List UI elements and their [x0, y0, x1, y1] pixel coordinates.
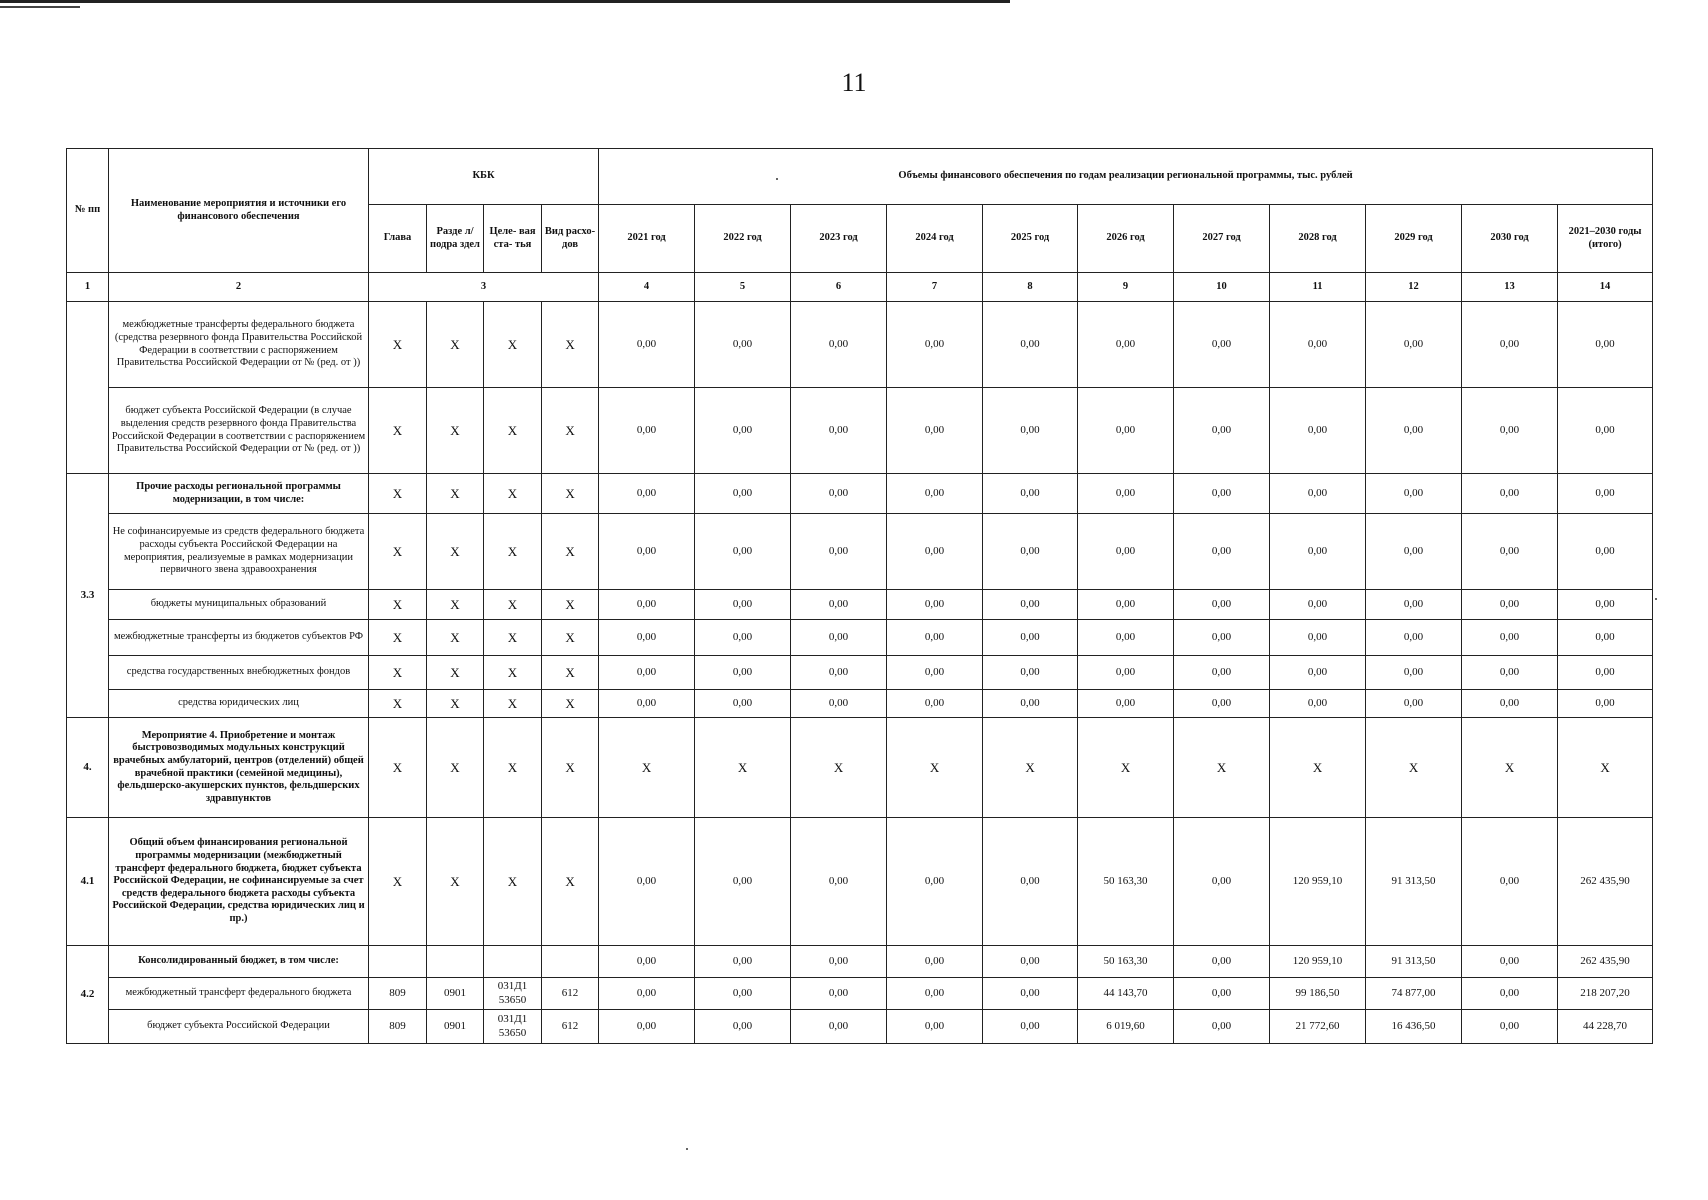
- value-cell: 0,00: [1270, 388, 1366, 474]
- scan-speck: [686, 1148, 688, 1150]
- value-cell: 0,00: [791, 474, 887, 514]
- value-cell: 0,00: [1270, 514, 1366, 590]
- value-cell: 0,00: [1270, 474, 1366, 514]
- row-name: бюджет субъекта Российской Федерации: [109, 1010, 369, 1044]
- value-cell: 0,00: [1462, 590, 1558, 620]
- kbk-cell: X: [484, 590, 542, 620]
- kbk-cell: [427, 946, 484, 978]
- value-cell: 0,00: [1078, 474, 1174, 514]
- value-cell: X: [1270, 718, 1366, 818]
- value-cell: 0,00: [1558, 590, 1653, 620]
- value-cell: 0,00: [791, 388, 887, 474]
- row-name: Прочие расходы региональной программы модернизации, в том числе:: [109, 474, 369, 514]
- value-cell: 0,00: [1078, 514, 1174, 590]
- kbk-cell: X: [369, 818, 427, 946]
- value-cell: 0,00: [887, 656, 983, 690]
- table-row: [67, 656, 1653, 690]
- kbk-cell: [484, 946, 542, 978]
- header-kbk-razdel: Разде л/ подра здел: [427, 205, 484, 273]
- value-cell: 0,00: [1078, 388, 1174, 474]
- header-kbk-glava: Глава: [369, 205, 427, 273]
- header-volumes: Объемы финансового обеспечения по годам реализации региональной программы, тыс. рублей: [599, 149, 1653, 205]
- value-cell: 0,00: [887, 590, 983, 620]
- value-cell: 0,00: [1174, 474, 1270, 514]
- kbk-cell: X: [427, 690, 484, 718]
- row-name: средства государственных внебюджетных фондов: [109, 656, 369, 690]
- value-cell: 0,00: [1174, 690, 1270, 718]
- value-cell: X: [1078, 718, 1174, 818]
- value-cell: 120 959,10: [1270, 818, 1366, 946]
- value-cell: 0,00: [1270, 656, 1366, 690]
- value-cell: 99 186,50: [1270, 978, 1366, 1010]
- value-cell: 0,00: [1462, 474, 1558, 514]
- kbk-cell: X: [542, 514, 599, 590]
- value-cell: 0,00: [599, 656, 695, 690]
- value-cell: 0,00: [1462, 1010, 1558, 1044]
- value-cell: 0,00: [983, 690, 1078, 718]
- header-kbk-vid: Вид расхо- дов: [542, 205, 599, 273]
- value-cell: 0,00: [791, 514, 887, 590]
- kbk-cell: X: [542, 302, 599, 388]
- kbk-cell: X: [369, 690, 427, 718]
- row-name: Не софинансируемые из средств федерального бюджета расходы субъекта Российской Федерации на мероприятия, реализуемые в рамках модернизации первичного звена здравоохранения: [109, 514, 369, 590]
- kbk-cell: X: [484, 620, 542, 656]
- value-cell: 0,00: [887, 620, 983, 656]
- value-cell: X: [599, 718, 695, 818]
- value-cell: 0,00: [791, 818, 887, 946]
- value-cell: 50 163,30: [1078, 946, 1174, 978]
- value-cell: 0,00: [1558, 388, 1653, 474]
- value-cell: 0,00: [599, 388, 695, 474]
- value-cell: 0,00: [1174, 620, 1270, 656]
- kbk-cell: X: [484, 656, 542, 690]
- value-cell: 0,00: [887, 978, 983, 1010]
- value-cell: 0,00: [1174, 590, 1270, 620]
- kbk-cell: X: [484, 514, 542, 590]
- value-cell: 0,00: [1078, 620, 1174, 656]
- table-row: [67, 1010, 1653, 1044]
- header-kbk-statya: Целе- вая ста- тья: [484, 205, 542, 273]
- kbk-cell: 0901: [427, 1010, 484, 1044]
- header-year: 2027 год: [1174, 205, 1270, 273]
- kbk-cell: 0901: [427, 978, 484, 1010]
- value-cell: 0,00: [695, 690, 791, 718]
- value-cell: 0,00: [1462, 690, 1558, 718]
- kbk-cell: X: [542, 388, 599, 474]
- value-cell: 0,00: [695, 514, 791, 590]
- value-cell: 0,00: [1270, 690, 1366, 718]
- value-cell: 21 772,60: [1270, 1010, 1366, 1044]
- scan-edge-line: [0, 6, 80, 8]
- value-cell: 0,00: [1558, 656, 1653, 690]
- kbk-cell: X: [369, 474, 427, 514]
- kbk-cell: X: [369, 590, 427, 620]
- table-row: [67, 302, 1653, 388]
- table-row: [67, 690, 1653, 718]
- value-cell: 0,00: [1462, 818, 1558, 946]
- row-name: межбюджетные трансферты федерального бюджета (средства резервного фонда Правительства Российской Федерации в соответствии с распоряжением Правительства Российской Федерации от № (ред. от )): [109, 302, 369, 388]
- kbk-cell: X: [484, 388, 542, 474]
- value-cell: 0,00: [791, 656, 887, 690]
- kbk-cell: X: [369, 302, 427, 388]
- column-number: 8: [983, 273, 1078, 302]
- value-cell: 0,00: [695, 590, 791, 620]
- value-cell: X: [983, 718, 1078, 818]
- value-cell: 0,00: [1174, 978, 1270, 1010]
- value-cell: 0,00: [983, 620, 1078, 656]
- value-cell: 0,00: [1462, 302, 1558, 388]
- value-cell: 0,00: [1366, 388, 1462, 474]
- value-cell: 0,00: [983, 1010, 1078, 1044]
- value-cell: 0,00: [983, 302, 1078, 388]
- value-cell: 0,00: [599, 946, 695, 978]
- kbk-cell: 612: [542, 1010, 599, 1044]
- value-cell: 0,00: [695, 978, 791, 1010]
- value-cell: 0,00: [1366, 514, 1462, 590]
- value-cell: 0,00: [1462, 388, 1558, 474]
- value-cell: 0,00: [887, 514, 983, 590]
- value-cell: 0,00: [1078, 590, 1174, 620]
- value-cell: 74 877,00: [1366, 978, 1462, 1010]
- kbk-cell: [542, 946, 599, 978]
- value-cell: 0,00: [695, 656, 791, 690]
- header-year: 2026 год: [1078, 205, 1174, 273]
- kbk-cell: 809: [369, 978, 427, 1010]
- row-name: Мероприятие 4. Приобретение и монтаж быстровозводимых модульных конструкций врачебных амбулаторий, центров (отделений) общей врачебной практики (семейной медицины), фельдшерско-акушерских пунктов, фельдшерских здравпунктов: [109, 718, 369, 818]
- row-index: 4.1: [67, 818, 109, 946]
- kbk-cell: X: [427, 620, 484, 656]
- kbk-cell: X: [542, 818, 599, 946]
- value-cell: 0,00: [1270, 302, 1366, 388]
- row-name: Консолидированный бюджет, в том числе:: [109, 946, 369, 978]
- kbk-cell: X: [427, 388, 484, 474]
- value-cell: 0,00: [695, 474, 791, 514]
- value-cell: 0,00: [1462, 620, 1558, 656]
- column-number: 5: [695, 273, 791, 302]
- header-num: № пп: [67, 149, 109, 273]
- value-cell: 0,00: [1174, 656, 1270, 690]
- row-name: межбюджетный трансферт федерального бюджета: [109, 978, 369, 1010]
- column-number: 4: [599, 273, 695, 302]
- kbk-cell: X: [369, 514, 427, 590]
- row-index: 3.3: [67, 474, 109, 718]
- value-cell: X: [1462, 718, 1558, 818]
- value-cell: 218 207,20: [1558, 978, 1653, 1010]
- kbk-cell: X: [542, 474, 599, 514]
- scan-edge-line: [0, 0, 1010, 3]
- table-row: [67, 514, 1653, 590]
- value-cell: 0,00: [887, 818, 983, 946]
- value-cell: 0,00: [695, 818, 791, 946]
- value-cell: 0,00: [1174, 818, 1270, 946]
- header-kbk: КБК: [369, 149, 599, 205]
- value-cell: 0,00: [1462, 946, 1558, 978]
- row-name: бюджеты муниципальных образований: [109, 590, 369, 620]
- header-year: 2023 год: [791, 205, 887, 273]
- value-cell: 0,00: [983, 474, 1078, 514]
- kbk-cell: X: [542, 690, 599, 718]
- value-cell: 0,00: [599, 690, 695, 718]
- kbk-cell: X: [427, 302, 484, 388]
- value-cell: 0,00: [983, 818, 1078, 946]
- value-cell: X: [887, 718, 983, 818]
- value-cell: 0,00: [599, 620, 695, 656]
- value-cell: 0,00: [983, 590, 1078, 620]
- value-cell: 0,00: [983, 656, 1078, 690]
- row-name: средства юридических лиц: [109, 690, 369, 718]
- kbk-cell: X: [427, 718, 484, 818]
- header-year: 2025 год: [983, 205, 1078, 273]
- value-cell: 0,00: [1366, 302, 1462, 388]
- scan-speck: [776, 178, 778, 180]
- column-number: 6: [791, 273, 887, 302]
- value-cell: 0,00: [695, 388, 791, 474]
- value-cell: 0,00: [887, 388, 983, 474]
- row-name: межбюджетные трансферты из бюджетов субъектов РФ: [109, 620, 369, 656]
- table-row: [67, 818, 1653, 946]
- value-cell: X: [1174, 718, 1270, 818]
- header-year: 2021 год: [599, 205, 695, 273]
- header-year: 2030 год: [1462, 205, 1558, 273]
- value-cell: 0,00: [695, 1010, 791, 1044]
- row-name: бюджет субъекта Российской Федерации (в случае выделения средств резервного фонда Правительства Российской Федерации в соответствии с распоряжением Правительства Российской Федерации от № (ред. от )): [109, 388, 369, 474]
- header-year-total: 2021–2030 годы (итого): [1558, 205, 1653, 273]
- header-year: 2029 год: [1366, 205, 1462, 273]
- value-cell: 0,00: [983, 388, 1078, 474]
- row-index: [67, 302, 109, 474]
- kbk-cell: X: [427, 514, 484, 590]
- value-cell: X: [1366, 718, 1462, 818]
- header-year: 2024 год: [887, 205, 983, 273]
- kbk-cell: X: [484, 818, 542, 946]
- value-cell: 0,00: [1558, 690, 1653, 718]
- row-index: 4.: [67, 718, 109, 818]
- value-cell: 0,00: [1462, 514, 1558, 590]
- column-number: 3: [369, 273, 599, 302]
- value-cell: 0,00: [1558, 474, 1653, 514]
- kbk-cell: 612: [542, 978, 599, 1010]
- value-cell: 0,00: [1174, 514, 1270, 590]
- value-cell: 0,00: [887, 946, 983, 978]
- kbk-cell: X: [427, 818, 484, 946]
- table-row: [67, 620, 1653, 656]
- kbk-cell: X: [484, 474, 542, 514]
- value-cell: 0,00: [1366, 620, 1462, 656]
- value-cell: X: [791, 718, 887, 818]
- kbk-cell: X: [427, 590, 484, 620]
- value-cell: 0,00: [983, 946, 1078, 978]
- value-cell: 0,00: [1174, 388, 1270, 474]
- column-number: 11: [1270, 273, 1366, 302]
- value-cell: 0,00: [1174, 1010, 1270, 1044]
- header-year: 2028 год: [1270, 205, 1366, 273]
- value-cell: 0,00: [599, 590, 695, 620]
- table-row: [67, 978, 1653, 1010]
- value-cell: 0,00: [791, 302, 887, 388]
- column-number: 14: [1558, 273, 1653, 302]
- value-cell: 50 163,30: [1078, 818, 1174, 946]
- column-number: 1: [67, 273, 109, 302]
- column-numbers-row: [67, 273, 1653, 302]
- value-cell: 0,00: [1558, 620, 1653, 656]
- value-cell: 0,00: [599, 818, 695, 946]
- value-cell: 0,00: [599, 514, 695, 590]
- value-cell: 6 019,60: [1078, 1010, 1174, 1044]
- value-cell: 0,00: [599, 474, 695, 514]
- kbk-cell: X: [427, 474, 484, 514]
- kbk-cell: X: [369, 656, 427, 690]
- scan-speck: [1655, 598, 1657, 600]
- table-row: [67, 718, 1653, 818]
- value-cell: 0,00: [791, 620, 887, 656]
- value-cell: 0,00: [1366, 656, 1462, 690]
- value-cell: 120 959,10: [1270, 946, 1366, 978]
- table-row: [67, 590, 1653, 620]
- kbk-cell: X: [484, 718, 542, 818]
- value-cell: 0,00: [887, 302, 983, 388]
- kbk-cell: X: [542, 656, 599, 690]
- value-cell: 0,00: [791, 1010, 887, 1044]
- row-index: 4.2: [67, 946, 109, 1044]
- value-cell: 0,00: [695, 946, 791, 978]
- value-cell: 0,00: [983, 978, 1078, 1010]
- value-cell: 0,00: [599, 302, 695, 388]
- value-cell: 0,00: [791, 590, 887, 620]
- value-cell: 0,00: [1366, 590, 1462, 620]
- value-cell: 0,00: [1078, 656, 1174, 690]
- kbk-cell: X: [542, 620, 599, 656]
- header-name: Наименование мероприятия и источники его финансового обеспечения: [109, 149, 369, 273]
- column-number: 10: [1174, 273, 1270, 302]
- value-cell: 0,00: [1078, 302, 1174, 388]
- value-cell: 0,00: [1366, 690, 1462, 718]
- value-cell: 0,00: [983, 514, 1078, 590]
- value-cell: 0,00: [887, 1010, 983, 1044]
- kbk-cell: 031Д1 53650: [484, 1010, 542, 1044]
- value-cell: 16 436,50: [1366, 1010, 1462, 1044]
- value-cell: 262 435,90: [1558, 818, 1653, 946]
- value-cell: 0,00: [599, 1010, 695, 1044]
- value-cell: X: [695, 718, 791, 818]
- header-year: 2022 год: [695, 205, 791, 273]
- value-cell: 0,00: [1270, 620, 1366, 656]
- kbk-cell: [369, 946, 427, 978]
- value-cell: 0,00: [887, 474, 983, 514]
- kbk-cell: 031Д1 53650: [484, 978, 542, 1010]
- column-number: 2: [109, 273, 369, 302]
- value-cell: 91 313,50: [1366, 818, 1462, 946]
- kbk-cell: X: [369, 718, 427, 818]
- table-row: [67, 946, 1653, 978]
- value-cell: 0,00: [1366, 474, 1462, 514]
- kbk-cell: X: [542, 590, 599, 620]
- kbk-cell: X: [484, 690, 542, 718]
- column-number: 12: [1366, 273, 1462, 302]
- column-number: 9: [1078, 273, 1174, 302]
- value-cell: 0,00: [1462, 978, 1558, 1010]
- value-cell: X: [1558, 718, 1653, 818]
- value-cell: 0,00: [695, 302, 791, 388]
- value-cell: 44 228,70: [1558, 1010, 1653, 1044]
- financing-table: [66, 148, 1653, 1044]
- value-cell: 0,00: [695, 620, 791, 656]
- table-row: [67, 474, 1653, 514]
- value-cell: 0,00: [599, 978, 695, 1010]
- kbk-cell: X: [427, 656, 484, 690]
- column-number: 7: [887, 273, 983, 302]
- kbk-cell: X: [369, 620, 427, 656]
- column-number: 13: [1462, 273, 1558, 302]
- value-cell: 0,00: [1462, 656, 1558, 690]
- kbk-cell: X: [484, 302, 542, 388]
- value-cell: 44 143,70: [1078, 978, 1174, 1010]
- value-cell: 0,00: [1558, 302, 1653, 388]
- value-cell: 0,00: [1558, 514, 1653, 590]
- value-cell: 262 435,90: [1558, 946, 1653, 978]
- value-cell: 0,00: [1078, 690, 1174, 718]
- value-cell: 91 313,50: [1366, 946, 1462, 978]
- kbk-cell: X: [369, 388, 427, 474]
- value-cell: 0,00: [1270, 590, 1366, 620]
- value-cell: 0,00: [791, 978, 887, 1010]
- value-cell: 0,00: [791, 690, 887, 718]
- value-cell: 0,00: [791, 946, 887, 978]
- page-number: 11: [841, 68, 867, 97]
- kbk-cell: X: [542, 718, 599, 818]
- value-cell: 0,00: [1174, 302, 1270, 388]
- value-cell: 0,00: [1174, 946, 1270, 978]
- row-name: Общий объем финансирования региональной программы модернизации (межбюджетный трансферт федерального бюджета, бюджет субъекта Российской Федерации, не софинансируемые за счет средств федерального бюджета расходы субъекта Российской Федерации, средства юридических лиц и пр.): [109, 818, 369, 946]
- value-cell: 0,00: [887, 690, 983, 718]
- kbk-cell: 809: [369, 1010, 427, 1044]
- table-row: [67, 388, 1653, 474]
